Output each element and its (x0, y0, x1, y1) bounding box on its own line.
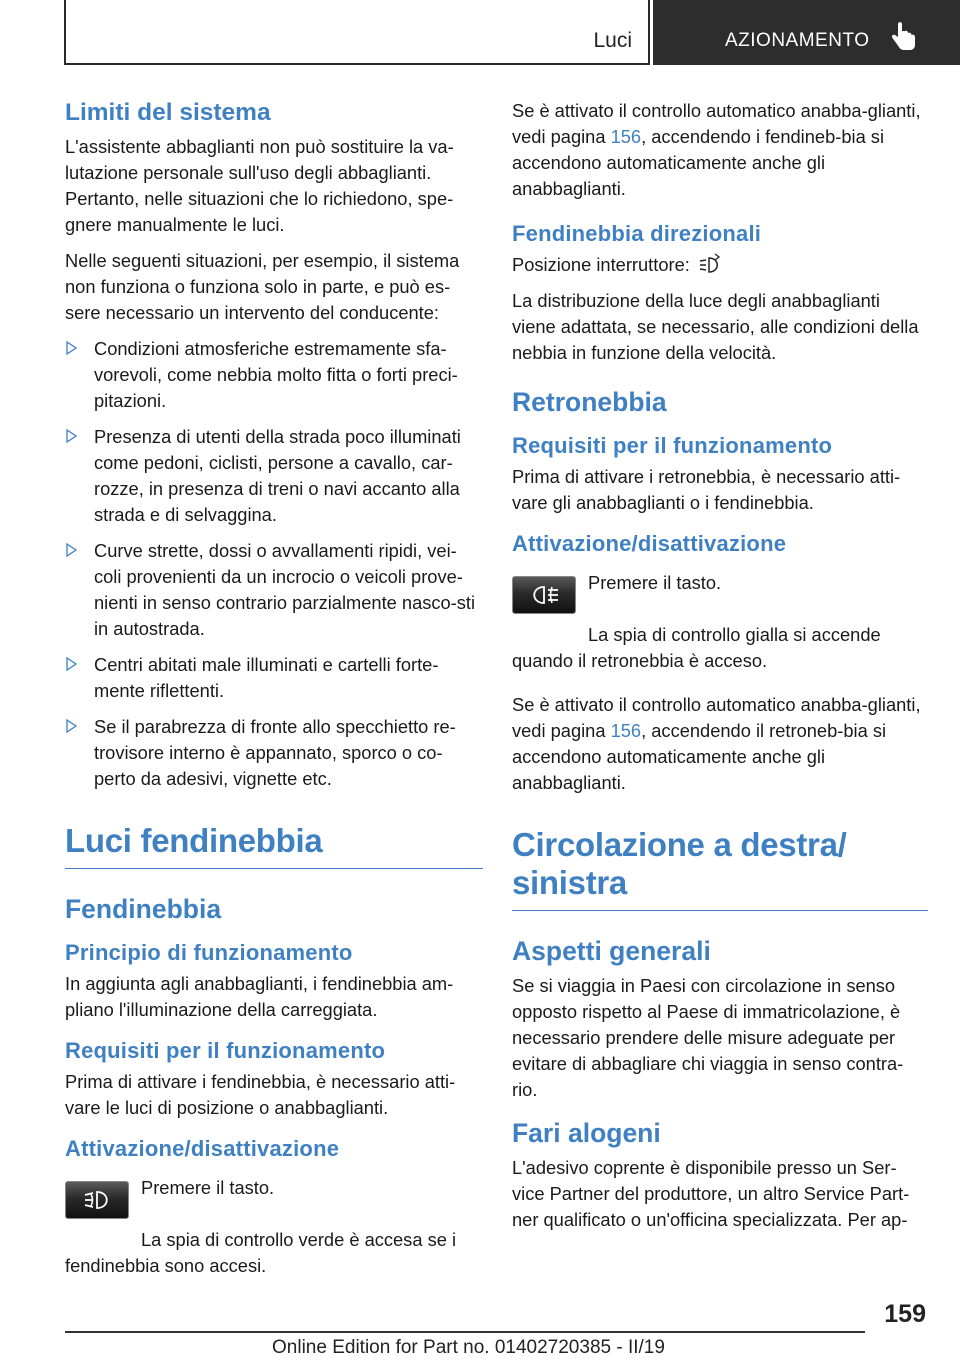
page-link[interactable]: 156 (610, 720, 642, 741)
front-fog-lamp-text: La spia di controllo verde è accesa se i fendinebbia sono accesi. (65, 1229, 457, 1276)
rear-requirements-heading: Requisiti per il funzionamento (512, 433, 833, 458)
rear-fog-heading: Retronebbia (512, 387, 667, 417)
limits-paragraph-1: L'assistente abbaglianti non può sostituire la va-lutazione personale sull'uso degli abbaglianti. Pertanto, nelle situazioni che lo richiedono, spe-gnere manualmente le luci. (65, 136, 454, 235)
limits-paragraph-2: Nelle seguenti situazioni, per esempio, il sistema non funziona o funziona solo in parte, e può es-sere necessario un intervento del conducente: (65, 250, 460, 323)
fog-lights-title: Luci fendinebbia (65, 808, 483, 869)
left-column (65, 98, 483, 1289)
directional-fog-heading: Fendinebbia direzionali (512, 221, 762, 246)
activation-heading: Attivazione/disattivazione (65, 1136, 340, 1161)
footer-edition-text: Online Edition for Part no. 01402720385 - II/19 (272, 1337, 665, 1358)
header-section-title: Luci (593, 29, 632, 52)
list-item: Centri abitati male illuminati e cartelli forte-mente riflettenti. (65, 652, 483, 704)
principle-text: In aggiunta agli anabbaglianti, i fendinebbia am-pliano l'illuminazione della carreggiata. (65, 973, 454, 1020)
header-chapter-tab[interactable] (653, 0, 960, 65)
requirements-text: Prima di attivare i fendinebbia, è necessario atti-vare le luci di posizione o anabbaglianti. (65, 1071, 456, 1118)
page-link[interactable]: 156 (610, 126, 642, 147)
general-heading: Aspetti generali (512, 936, 711, 966)
triangle-bullet-icon (66, 657, 77, 671)
traffic-side-title: Circolazione a destra/ sinistra (512, 812, 928, 911)
switch-position-text: Posizione interruttore: (512, 252, 928, 278)
front-fog-light-button-icon (65, 1181, 129, 1219)
triangle-bullet-icon (66, 429, 77, 443)
list-item: Presenza di utenti della strada poco illuminati come pedoni, ciclisti, persone a cavallo, car-rozze, in presenza di treni o navi accanto alla strada e di selvaggina. (65, 424, 483, 528)
limits-list (65, 336, 483, 792)
halogen-heading: Fari alogeni (512, 1118, 661, 1148)
list-item: Se il parabrezza di fronte allo specchietto re-trovisore interno è appannato, sporco o co-perto da adesivi, vignette etc. (65, 714, 483, 792)
footer-divider (65, 1331, 865, 1333)
hand-pointing-icon (891, 22, 917, 52)
rear-fog-button-row (512, 570, 928, 622)
rear-auto-paragraph: Se è attivato il controllo automatico anabba-glianti, vedi pagina 156, accendendo il retroneb-bia si accendono automaticamente anche gli anabbaglianti. (512, 694, 921, 793)
directional-fog-light-symbol-icon (698, 253, 724, 275)
auto-high-beam-paragraph: Se è attivato il controllo automatico anabba-glianti, vedi pagina 156, accendendo i fendineb-bia si accendono automaticamente anche gli anabbaglianti. (512, 100, 921, 199)
halogen-text: L'adesivo coprente è disponibile presso un Ser-vice Partner del produttore, un altro Service Part-ner qualificato o un'officina specializzata. Per ap- (512, 1157, 910, 1230)
triangle-bullet-icon (66, 719, 77, 733)
requirements-heading: Requisiti per il funzionamento (65, 1038, 386, 1063)
list-item: Curve strette, dossi o avvallamenti ripidi, vei-coli provenienti da un incrocio o veicoli prove-nienti in senso contrario parzialmente nasco-sti in autostrada. (65, 538, 483, 642)
header-section-box (64, 0, 650, 65)
rear-fog-press-text: Premere il tasto. (588, 572, 722, 593)
list-item: Condizioni atmosferiche estremamente sfa-vorevoli, come nebbia molto fitta o forti preci-pitazioni. (65, 336, 483, 414)
rear-activation-heading: Attivazione/disattivazione (512, 531, 787, 556)
limits-heading: Limiti del sistema (65, 99, 271, 126)
rear-requirements-text: Prima di attivare i retronebbia, è necessario atti-vare gli anabbaglianti o i fendinebbia. (512, 466, 901, 513)
general-text: Se si viaggia in Paesi con circolazione in senso opposto rispetto al Paese di immatricolazione, è necessario prendere delle misure adeguate per evitare di abbagliare chi viaggia in senso contra-rio. (512, 975, 904, 1100)
principle-heading: Principio di funzionamento (65, 940, 353, 965)
rear-fog-lamp-text: La spia di controllo gialla si accende quando il retronebbia è acceso. (512, 624, 881, 671)
front-fog-press-text: Premere il tasto. (141, 1177, 275, 1198)
front-fog-heading: Fendinebbia (65, 894, 222, 924)
rear-fog-light-button-icon (512, 576, 576, 614)
right-column (512, 98, 928, 1243)
front-fog-button-row (65, 1175, 483, 1227)
triangle-bullet-icon (66, 341, 77, 355)
triangle-bullet-icon (66, 543, 77, 557)
page-number: 159 (884, 1300, 926, 1328)
directional-fog-text: La distribuzione della luce degli anabbaglianti viene adattata, se necessario, alle condizioni della nebbia in funzione della velocità. (512, 290, 919, 363)
header-chapter-label: AZIONAMENTO (725, 30, 870, 51)
